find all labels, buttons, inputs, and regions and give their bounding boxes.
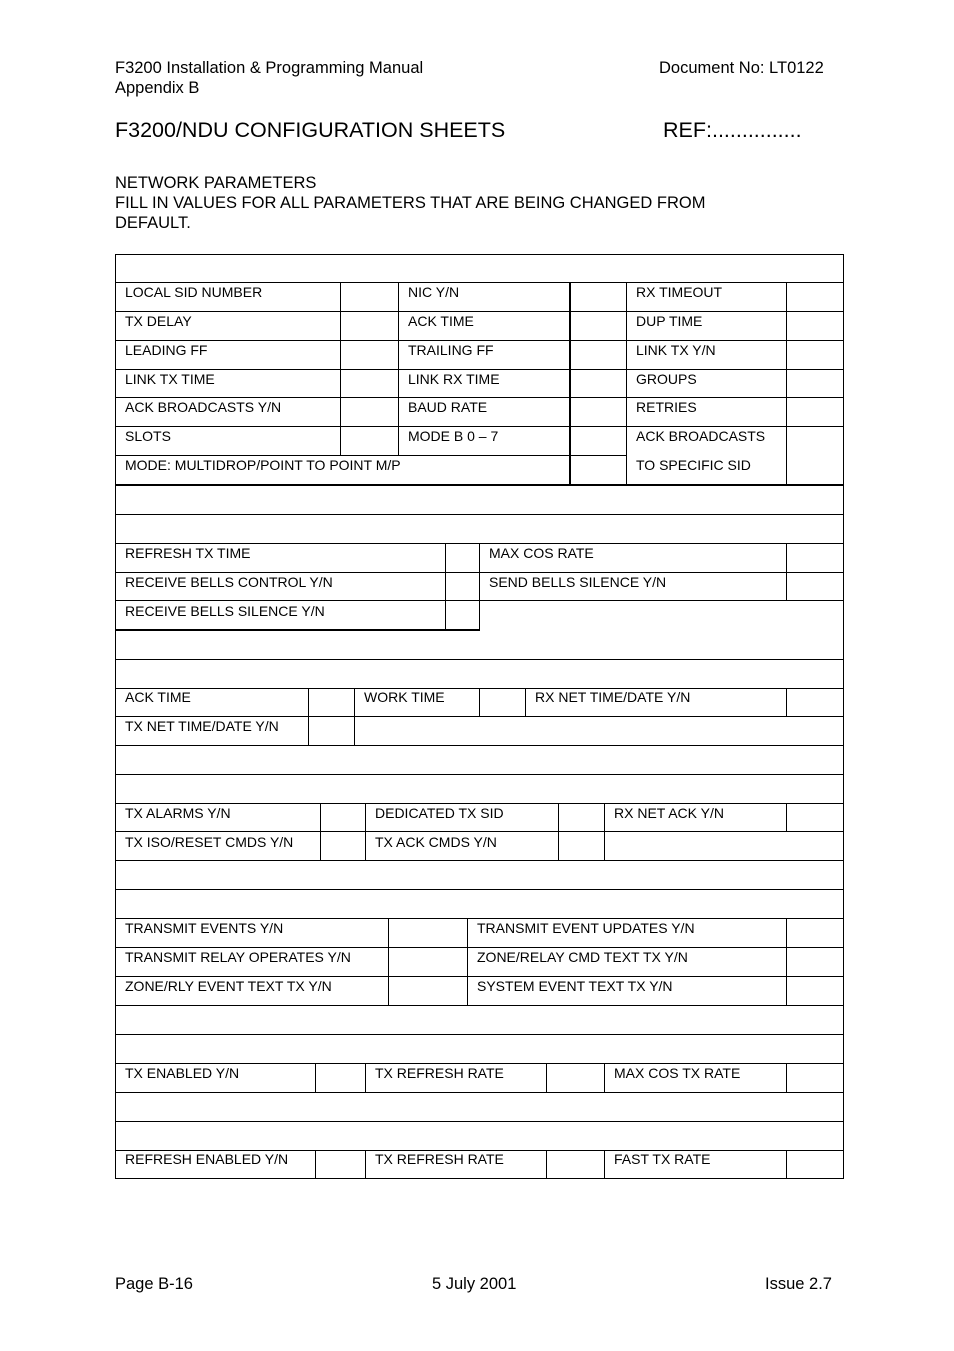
row-line: [115, 311, 844, 312]
field-label: BAUD RATE: [408, 399, 488, 415]
appendix-label: Appendix B: [115, 79, 200, 97]
col-line: [786, 688, 787, 716]
field-label: LINK RX TIME: [408, 371, 500, 387]
field-label: TX ALARMS Y/N: [125, 805, 231, 821]
field-label: TRAILING FF: [408, 342, 494, 358]
row-line: [115, 1034, 844, 1035]
field-label: TX NET TIME/DATE Y/N: [125, 718, 279, 734]
field-label: REFRESH TX TIME: [125, 545, 251, 561]
col-line: [467, 918, 468, 1005]
field-label: FAST TX RATE: [614, 1151, 711, 1167]
field-label: RX NET TIME/DATE Y/N: [535, 689, 691, 705]
col-line: [479, 688, 480, 716]
row-line: [115, 976, 844, 977]
field-label: ACK BROADCASTS: [636, 428, 766, 444]
field-label: TRANSMIT RELAY OPERATES Y/N: [125, 949, 351, 965]
row-line: [115, 803, 844, 804]
field-label: TRANSMIT EVENT UPDATES Y/N: [477, 920, 695, 936]
row-line: [115, 659, 844, 660]
page-title: F3200/NDU CONFIGURATION SHEETS: [115, 118, 506, 142]
field-label: TX REFRESH RATE: [375, 1151, 504, 1167]
field-label: ZONE/RELAY CMD TEXT TX Y/N: [477, 949, 688, 965]
row-line: [115, 918, 844, 919]
row-line: [115, 774, 844, 775]
page-number: Page B-16: [115, 1275, 193, 1293]
field-label: SEND BELLS SILENCE Y/N: [489, 574, 667, 590]
field-label: WORK TIME: [364, 689, 445, 705]
row-line: [115, 716, 844, 717]
field-label: RECEIVE BELLS CONTROL Y/N: [125, 574, 333, 590]
col-line: [340, 282, 341, 455]
col-line: [626, 282, 627, 485]
field-label: TX REFRESH RATE: [375, 1065, 504, 1081]
field-label: MODE: MULTIDROP/POINT TO POINT M/P: [125, 457, 401, 473]
row-line: [115, 1178, 844, 1179]
col-line: [398, 282, 399, 455]
col-line: [786, 803, 787, 831]
row-line: [115, 1005, 844, 1006]
row-line: [115, 426, 844, 427]
col-line: [604, 803, 605, 860]
col-line: [365, 803, 366, 860]
col-line: [786, 282, 787, 485]
row-line: [115, 484, 844, 486]
manual-title: F3200 Installation & Programming Manual: [115, 59, 424, 77]
col-line: [308, 688, 309, 745]
row-line: [115, 1121, 844, 1122]
col-line: [315, 1063, 316, 1092]
field-label: ZONE/RLY EVENT TEXT TX Y/N: [125, 978, 332, 994]
row-line: [115, 745, 844, 746]
field-label: TX ENABLED Y/N: [125, 1065, 240, 1081]
field-label: TX DELAY: [125, 313, 192, 329]
field-label: LEADING FF: [125, 342, 208, 358]
field-label: RETRIES: [636, 399, 697, 415]
col-line: [558, 803, 559, 860]
col-line: [315, 1150, 316, 1179]
row-line: [115, 629, 480, 631]
field-label: ACK TIME: [408, 313, 474, 329]
field-label: MAX COS RATE: [489, 545, 594, 561]
instructions-line: FILL IN VALUES FOR ALL PARAMETERS THAT ARE BEING CHANGED FROM: [115, 194, 706, 212]
row-line: [115, 860, 844, 861]
row-line: [115, 397, 844, 398]
field-label: RX NET ACK Y/N: [614, 805, 724, 821]
col-line: [604, 1150, 605, 1179]
field-label: DEDICATED TX SID: [375, 805, 504, 821]
field-label: SYSTEM EVENT TEXT TX Y/N: [477, 978, 673, 994]
row-line: [115, 1092, 844, 1093]
field-label: GROUPS: [636, 371, 697, 387]
col-line: [786, 1150, 787, 1179]
row-line: [115, 889, 844, 890]
field-label: LOCAL SID NUMBER: [125, 284, 263, 300]
col-line: [546, 1063, 547, 1092]
instructions-line: DEFAULT.: [115, 214, 191, 232]
row-line: [115, 254, 844, 255]
field-label: RECEIVE BELLS SILENCE Y/N: [125, 603, 325, 619]
form-border-right: [843, 630, 844, 1179]
col-line: [320, 803, 321, 860]
col-line: [354, 688, 355, 745]
field-label: MAX COS TX RATE: [614, 1065, 741, 1081]
field-label: SLOTS: [125, 428, 171, 444]
row-line: [115, 514, 844, 515]
row-line: [115, 831, 844, 832]
section-heading: NETWORK PARAMETERS: [115, 174, 317, 192]
field-label: NIC Y/N: [408, 284, 460, 300]
col-line: [479, 543, 480, 630]
row-line: [115, 369, 844, 370]
field-label: LINK TX TIME: [125, 371, 215, 387]
row-line: [115, 1063, 844, 1064]
col-line: [525, 688, 526, 716]
issue-number: Issue 2.7: [765, 1275, 832, 1293]
col-line: [604, 1063, 605, 1092]
col-line: [546, 1150, 547, 1179]
field-label: ACK BROADCASTS Y/N: [125, 399, 282, 415]
field-label: REFRESH ENABLED Y/N: [125, 1151, 289, 1167]
row-line: [115, 947, 844, 948]
field-label: MODE B 0 – 7: [408, 428, 499, 444]
col-line: [786, 1063, 787, 1092]
footer-date: 5 July 2001: [432, 1275, 517, 1293]
field-label: TX ACK CMDS Y/N: [375, 834, 497, 850]
field-label: TX ISO/RESET CMDS Y/N: [125, 834, 294, 850]
field-label: ACK TIME: [125, 689, 191, 705]
col-line: [365, 1150, 366, 1179]
field-label: LINK TX Y/N: [636, 342, 716, 358]
field-label: DUP TIME: [636, 313, 703, 329]
col-line: [388, 918, 389, 1005]
row-line: [115, 282, 844, 283]
field-label: TO SPECIFIC SID: [636, 457, 751, 473]
row-line: [115, 340, 844, 341]
document-number: Document No: LT0122: [659, 59, 824, 77]
row-line: [115, 455, 627, 456]
col-line: [786, 543, 787, 601]
col-line: [365, 1063, 366, 1092]
col-line: [445, 543, 446, 630]
field-label: RX TIMEOUT: [636, 284, 723, 300]
col-line: [569, 282, 571, 485]
ref-field: REF:...............: [663, 118, 802, 142]
col-line: [786, 918, 787, 1005]
field-label: TRANSMIT EVENTS Y/N: [125, 920, 284, 936]
